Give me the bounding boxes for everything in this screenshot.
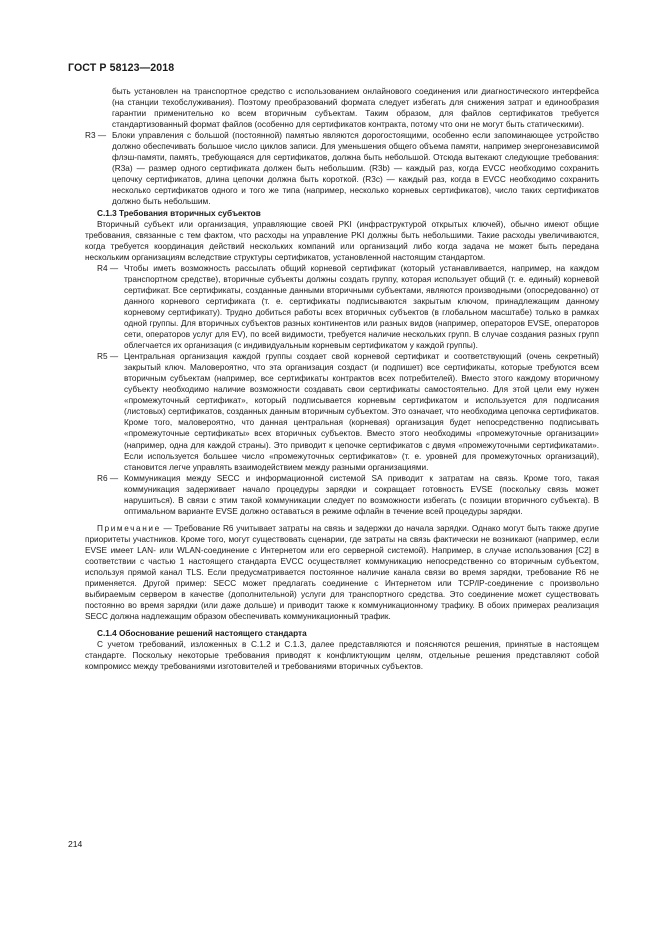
requirement-r5 [97,351,599,473]
paragraph-continuation: быть установлен на транспортное средство с использованием онлайнового соединения или диагностического интерфейса (на станции техобслуживания). Поэтому преобразований формата следует избегать для снижения затрат и единообразия гарантии применительно ко всем вторичным субъектам. Таким образом, для файлов сертификатов требуется стандартизованный формат файлов (особенно для сертификатов контракта, потому что они не могут быть статическими). [112,87,599,130]
requirement-label: R3 — [85,131,107,141]
requirement-label: R5 — [97,352,119,362]
requirement-r4 [97,263,599,351]
note-text: — Требование R6 учитывает затраты на связь и задержки до начала зарядки. Однако могут быть также другие приоритеты участников. Кроме того, могут существовать сценарии, где затраты на связь фактически не возникают (например, если EVSE имеет LAN- или WLAN-соединение с Интернетом или его серверной системой). Например, в случае использования [C2] в соответствии с частью 1 настоящего стандарта EVCC осуществляет коммуникацию непосредственно со вторичным субъектом, используя прямой канал TLS. Если предусматривается постоянное наличие канала связи во время зарядки, требование R6 не применяется. Другой пример: SECC может предлагать соединение с Интернетом или TCP/IP-соединение с произвольно выбираемым сервером в качестве (дополнительной) услуги для транспортного средства. Это соединение может существовать постоянно во время зарядки (или даже дольше) и приводит также к коммуникационному трафику. В обоих примерах реализация SECC должна надлежащим образом обеспечивать коммуникационный трафик. [85,523,599,622]
requirement-text: Коммуникация между SECC и информационной системой SA приводит к затратам на связь. Кроме того, такая коммуникация задерживает начало процедуры зарядки и сокращает готовность EVSE (поскольку связь может нарушиться). В связи с этим такой коммуникации следует по возможности избегать (с позиции вторичного субъекта). В оптимальном варианте EVSE должно оставаться в режиме офлайн в течение всей процедуры зарядки. [124,473,599,516]
section-heading-c14: С.1.4 Обоснование решений настоящего стандарта [97,629,307,639]
note-label: Примечание [97,523,161,533]
requirement-text: Центральная организация каждой группы создает свой корневой сертификат и соответствующий (очень секретный) закрытый ключ. Маловероятно, что эта организация создаст (и подпишет) все сертификаты, которые требуются всем вторичным субъектам (например, все сертификаты контрактов всех потребителей). Вместо этого каждому вторичному субъекту необходимо наличие возможности создавать свои сертификаты самостоятельно. Для этой цели ему нужен «промежуточный сертификат», который подписывается корневым сертификатом и используется для подписания (листовых) сертификатов, созданных данным вторичным субъектом. Это означает, что необходима цепочка сертификатов. Кроме того, маловероятно, что данная центральная (корневая) организация будет непосредственно подписывать «промежуточные сертификаты» всех вторичных субъектов. Вместо этого необходимы «промежуточные организации» (например, одна для каждой страны). Это приводит к цепочке сертификатов с двумя «промежуточными сертификатами». Если используется большее число «промежуточных сертификатов» (т. е. уровней для промежуточных организаций), становится легче управлять взаимодействием между разными организациями. [124,352,599,472]
requirement-r3 [85,130,599,207]
page-number: 214 [68,839,83,849]
document-header-title: ГОСТ Р 58123—2018 [68,62,175,74]
section-heading-c13: С.1.3 Требования вторичных субъектов [97,208,261,218]
note-paragraph [85,523,599,622]
requirement-label: R4 — [97,263,119,273]
requirement-text: Блоки управления с большой (постоянной) памятью являются дорогостоящими, особенно если запоминающее устройство должно обеспечивать большое число циклов записи. Для уменьшения общего объема памяти, например энергонезависимой флэш-памяти, память, требующаяся для сертификатов, должна быть небольшой. Отсюда вытекают следующие требования: (R3a) — размер одного сертификата должен быть небольшим. (R3b) — каждый раз, когда EVCC необходимо сохранить цепочку сертификатов, длина цепочки должна быть короткой. (R3c) — каждый раз, когда в EVCC необходимо сохранить несколько сертификатов одного и того же типа (например, несколько корневых сертификатов), число таких сертификатов должно быть небольшим. [112,131,599,207]
requirement-r6 [97,473,599,517]
section-paragraph: С учетом требований, изложенных в С.1.2 и С.1.3, далее представляются и поясняются решения, принятые в настоящем стандарте. Поскольку некоторые требования приводят к конфликтующим целям, отдельные решения представляют собой компромисс между требованиями изготовителей и требованиями вторичных субъектов. [85,640,599,672]
requirement-text: Чтобы иметь возможность рассылать общий корневой сертификат (который устанавливается, например, на каждом транспортном средстве), вторичные субъекты должны создать группу, которая использует общий (т. е. единый) корневой сертификат. Все сертификаты, созданные данными вторичными субъектами, являются производными (опосредованно) от данного корневого сертификата (т. е. сертификаты подписываются закрытым ключом, принадлежащим данному корневому сертификату). Трудно добиться работы всех вторичных субъектов (в глобальном масштабе) только в рамках одной группы. Для вторичных субъектов разных континентов или разных видов (например, операторов EVSE, операторов сети, операторов услуг для EV), по всей видимости, требуется наличие нескольких групп. В случае создания разных групп облегчается их организация (с индивидуальным корневым сертификатом у каждой группы). [124,263,599,351]
section-paragraph: Вторичный субъект или организация, управляющие своей PKI (инфраструктурой открытых ключей), обычно имеют общие требования, связанные с тем фактом, что расходы на управление PKI должны быть небольшими. Такие расходы увеличиваются, когда требуется координация действий нескольких компаний или организаций либо когда задача не может быть передана нескольким организациям вследствие структуры сертификатов, установленной настоящим стандартом. [85,219,599,262]
requirement-label: R6 — [97,473,119,483]
document-body [85,86,599,672]
